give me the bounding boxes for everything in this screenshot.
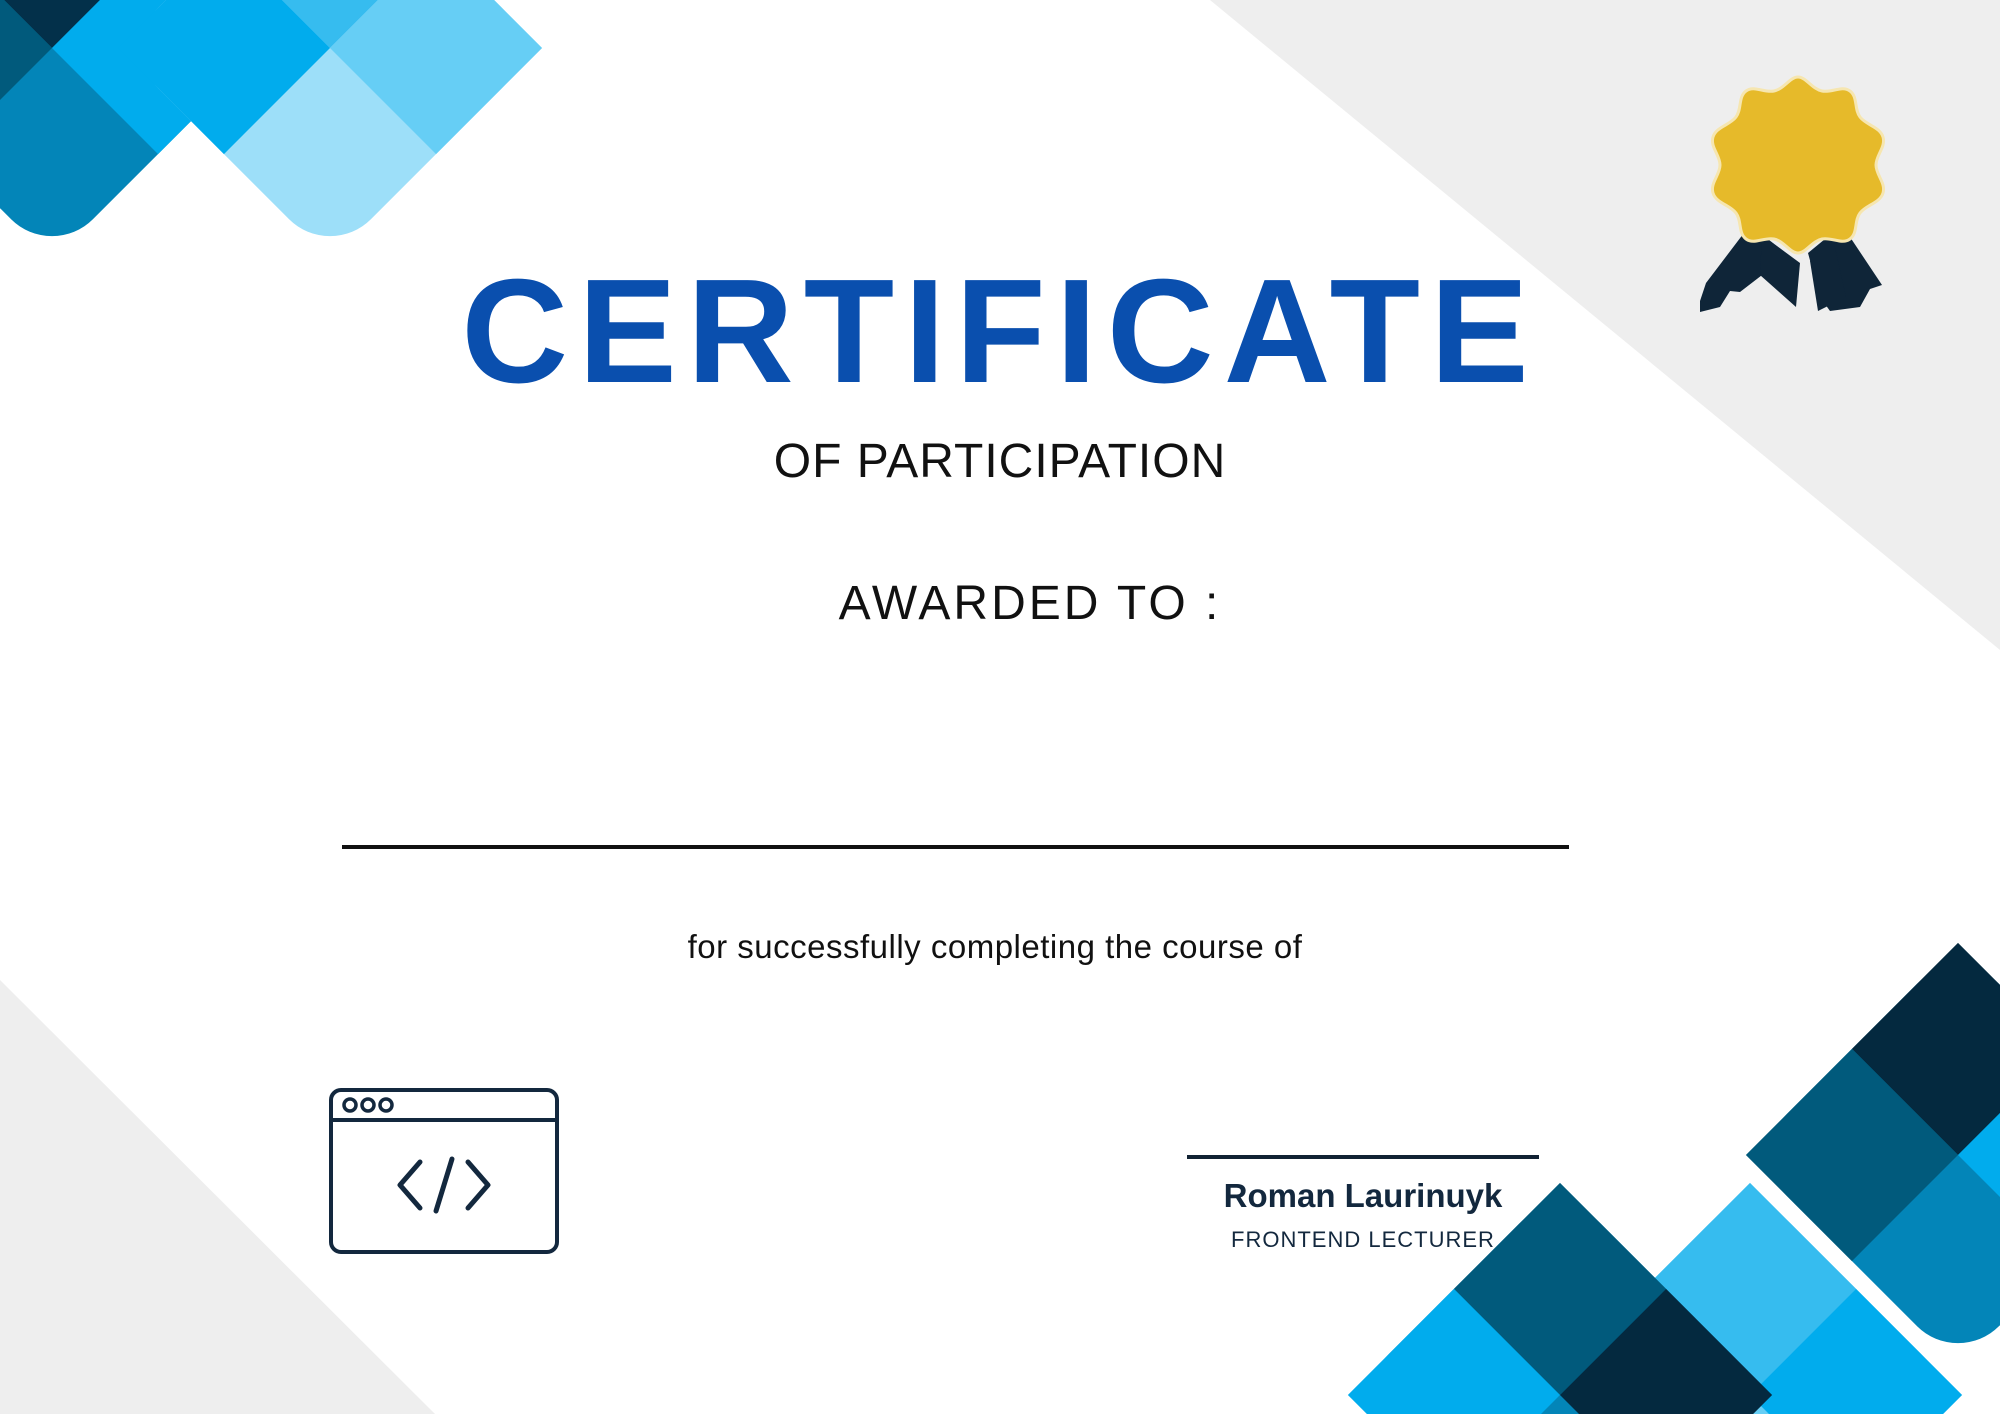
signer-role: FRONTEND LECTURER xyxy=(1231,1227,1495,1252)
signature-line xyxy=(1187,1155,1539,1159)
code-window-icon xyxy=(328,1087,560,1255)
certificate-subtitle: OF PARTICIPATION xyxy=(773,435,1227,488)
awarded-to-label: AWARDED TO : xyxy=(838,577,1222,630)
top-left-diamond-cluster xyxy=(0,0,542,260)
award-badge-icon xyxy=(1700,75,1896,315)
signer-name: Roman Laurinuyk xyxy=(1223,1177,1503,1214)
recipient-name-line xyxy=(342,845,1569,849)
certificate-title: CERTIFICATE xyxy=(461,249,1539,414)
course-completion-text: for successfully completing the course of xyxy=(687,928,1303,965)
